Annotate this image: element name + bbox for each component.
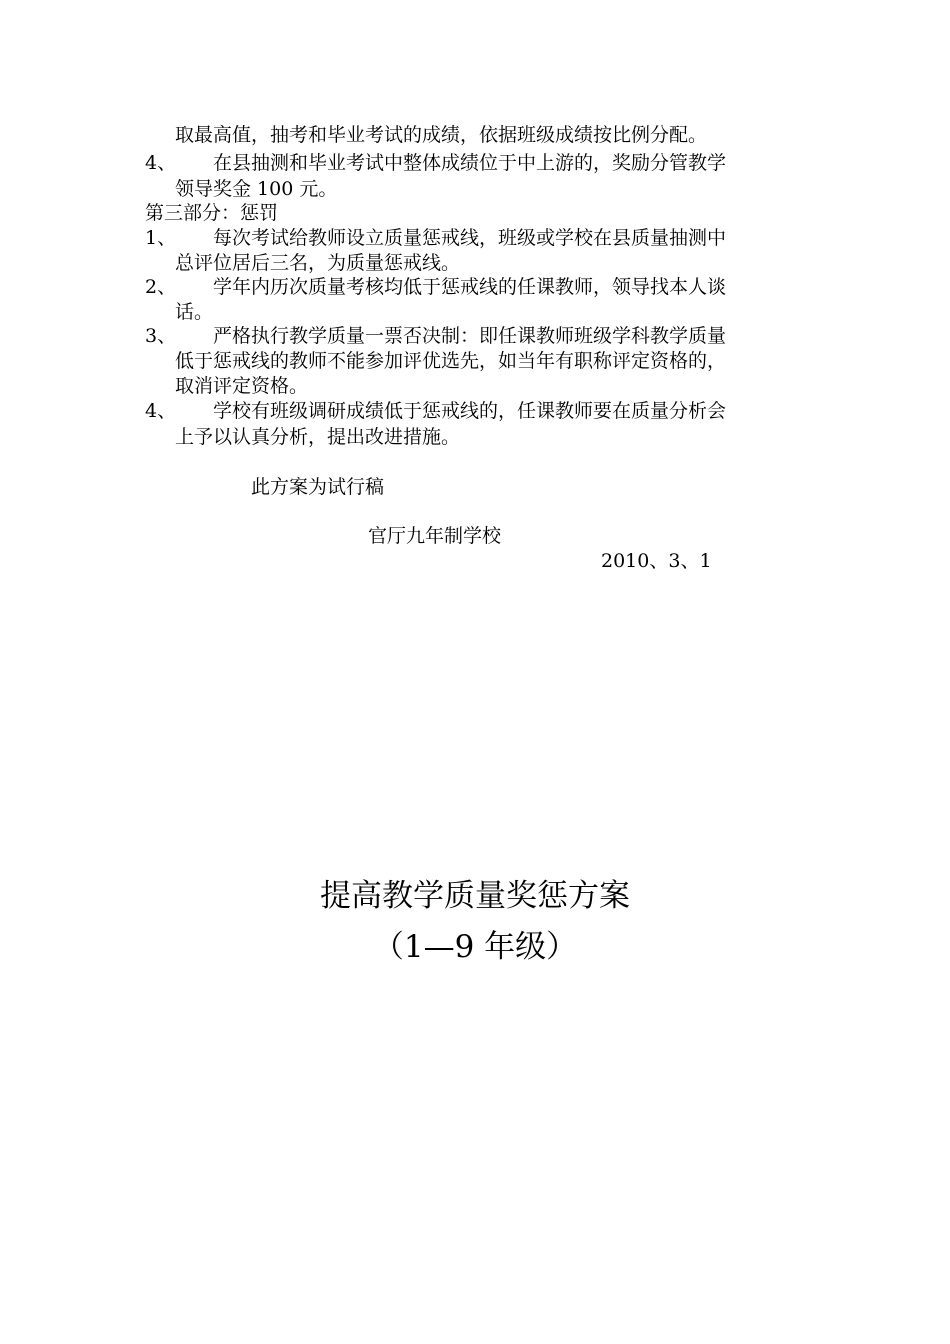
cover-subtitle: （1—9 年级） [372, 929, 578, 965]
penalty-item-3-line1: 严格执行教学质量一票否决制：即任课教师班级学科教学质量 [213, 325, 727, 347]
continuation-text: 取最高值，抽考和毕业考试的成绩，依据班级成绩按比例分配。 [175, 124, 708, 146]
penalty-item-2-line1: 学年内历次质量考核均低于惩戒线的任课教师，领导找本人谈 [213, 276, 727, 298]
penalty-item-3-line3: 取消评定资格。 [175, 375, 309, 397]
penalty-item-2-line2: 话。 [175, 301, 214, 323]
penalty-item-4-line2: 上予以认真分析，提出改进措施。 [175, 426, 461, 448]
penalty-item-3-line2: 低于惩戒线的教师不能参加评优选先，如当年有职称评定资格的， [175, 350, 727, 372]
penalty-item-4-line1: 学校有班级调研成绩低于惩戒线的，任课教师要在质量分析会 [213, 400, 727, 422]
penalty-item-3-number: 3、 [145, 325, 177, 347]
section3-heading: 第三部分：惩罚 [145, 202, 279, 224]
penalty-item-1-line1: 每次考试给教师设立质量惩戒线，班级或学校在县质量抽测中 [213, 227, 727, 249]
school-name: 官厅九年制学校 [368, 525, 502, 547]
penalty-item-4-number: 4、 [145, 400, 177, 422]
penalty-item-1-line2: 总评位居后三名，为质量惩戒线。 [175, 252, 461, 274]
reward-item-4-line1: 在县抽测和毕业考试中整体成绩位于中上游的，奖励分管教学 [213, 152, 727, 174]
reward-item-4-line2: 领导奖金 100 元。 [175, 178, 338, 200]
penalty-item-2-number: 2、 [145, 276, 177, 298]
reward-item-4-number: 4、 [145, 152, 177, 174]
trial-note: 此方案为试行稿 [251, 476, 385, 498]
cover-title: 提高教学质量奖惩方案 [320, 878, 630, 914]
penalty-item-1-number: 1、 [145, 227, 177, 249]
document-date: 2010、3、1 [601, 550, 712, 572]
